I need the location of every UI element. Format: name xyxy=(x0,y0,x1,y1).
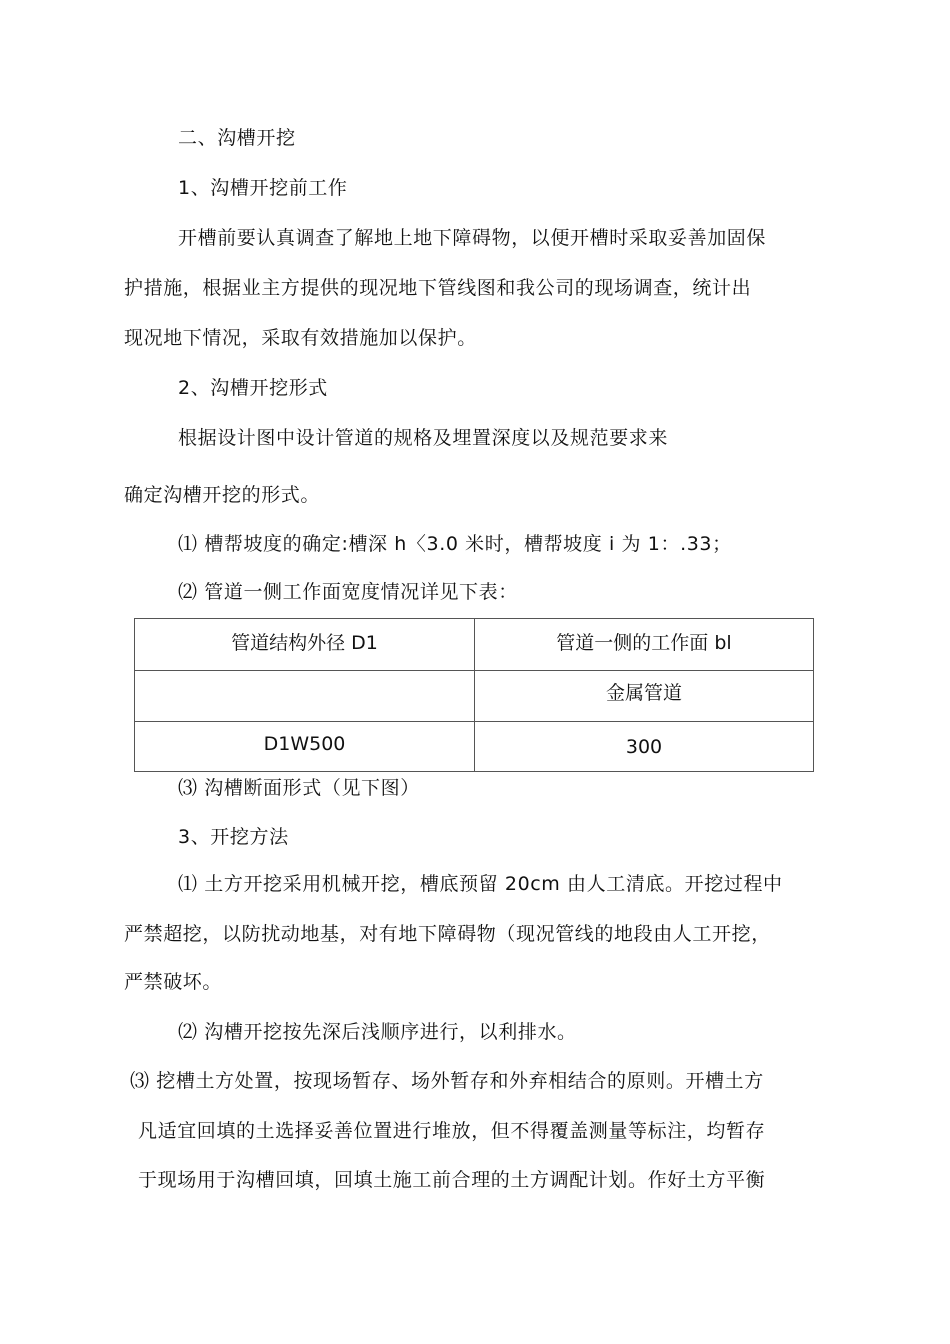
table-cell: 300 xyxy=(625,736,663,758)
method-2: ⑵ 沟槽开挖按先深后浅顺序进行，以利排水。 xyxy=(178,1021,577,1043)
table-cell: D1W500 xyxy=(263,733,346,755)
section-heading: 二、沟槽开挖 xyxy=(178,127,296,149)
subsection-heading-1: 1、沟槽开挖前工作 xyxy=(178,177,348,199)
paragraph-1-line-1: 开槽前要认真调查了解地上地下障碍物，以便开槽时采取妥善加固保 xyxy=(178,227,767,249)
paragraph-2-line-1: 根据设计图中设计管道的规格及埋置深度以及规范要求来 xyxy=(178,427,669,449)
list-item-3: ⑶ 沟槽断面形式（见下图） xyxy=(178,777,420,799)
table-header-cell: 管道结构外径 D1 xyxy=(231,632,378,654)
method-1-line-1: ⑴ 土方开挖采用机械开挖，槽底预留 20cm 由人工清底。开挖过程中 xyxy=(178,873,783,895)
table-subheader-cell: 金属管道 xyxy=(605,682,682,704)
paragraph-1-line-3: 现况地下情况，采取有效措施加以保护。 xyxy=(124,327,477,349)
paragraph-1-line-2: 护措施，根据业主方提供的现况地下管线图和我公司的现场调查，统计出 xyxy=(124,277,752,299)
table-row-divider xyxy=(135,721,813,722)
paragraph-2-line-2: 确定沟槽开挖的形式。 xyxy=(124,484,321,506)
method-3-line-2: 凡适宜回填的土选择妥善位置进行堆放，但不得覆盖测量等标注，均暂存 xyxy=(138,1120,766,1142)
list-item-1: ⑴ 槽帮坡度的确定:槽深 h〈3.0 米时，槽帮坡度 i 为 1：.33； xyxy=(178,533,732,555)
method-1-line-2: 严禁超挖，以防扰动地基，对有地下障碍物（现况管线的地段由人工开挖， xyxy=(124,923,771,945)
method-1-line-3: 严禁破坏。 xyxy=(124,971,223,993)
method-3-line-1: ⑶ 挖槽土方处置，按现场暂存、场外暂存和外弃相结合的原则。开槽土方 xyxy=(130,1070,764,1092)
work-surface-table xyxy=(134,618,814,772)
method-3-line-3: 于现场用于沟槽回填，回填土施工前合理的土方调配计划。作好土方平衡 xyxy=(138,1169,766,1191)
list-item-2: ⑵ 管道一侧工作面宽度情况详见下表： xyxy=(178,581,518,603)
table-header-cell: 管道一侧的工作面 bl xyxy=(556,632,732,654)
subsection-heading-2: 2、沟槽开挖形式 xyxy=(178,377,328,399)
table-row-divider xyxy=(135,670,813,671)
subsection-heading-3: 3、开挖方法 xyxy=(178,826,289,848)
